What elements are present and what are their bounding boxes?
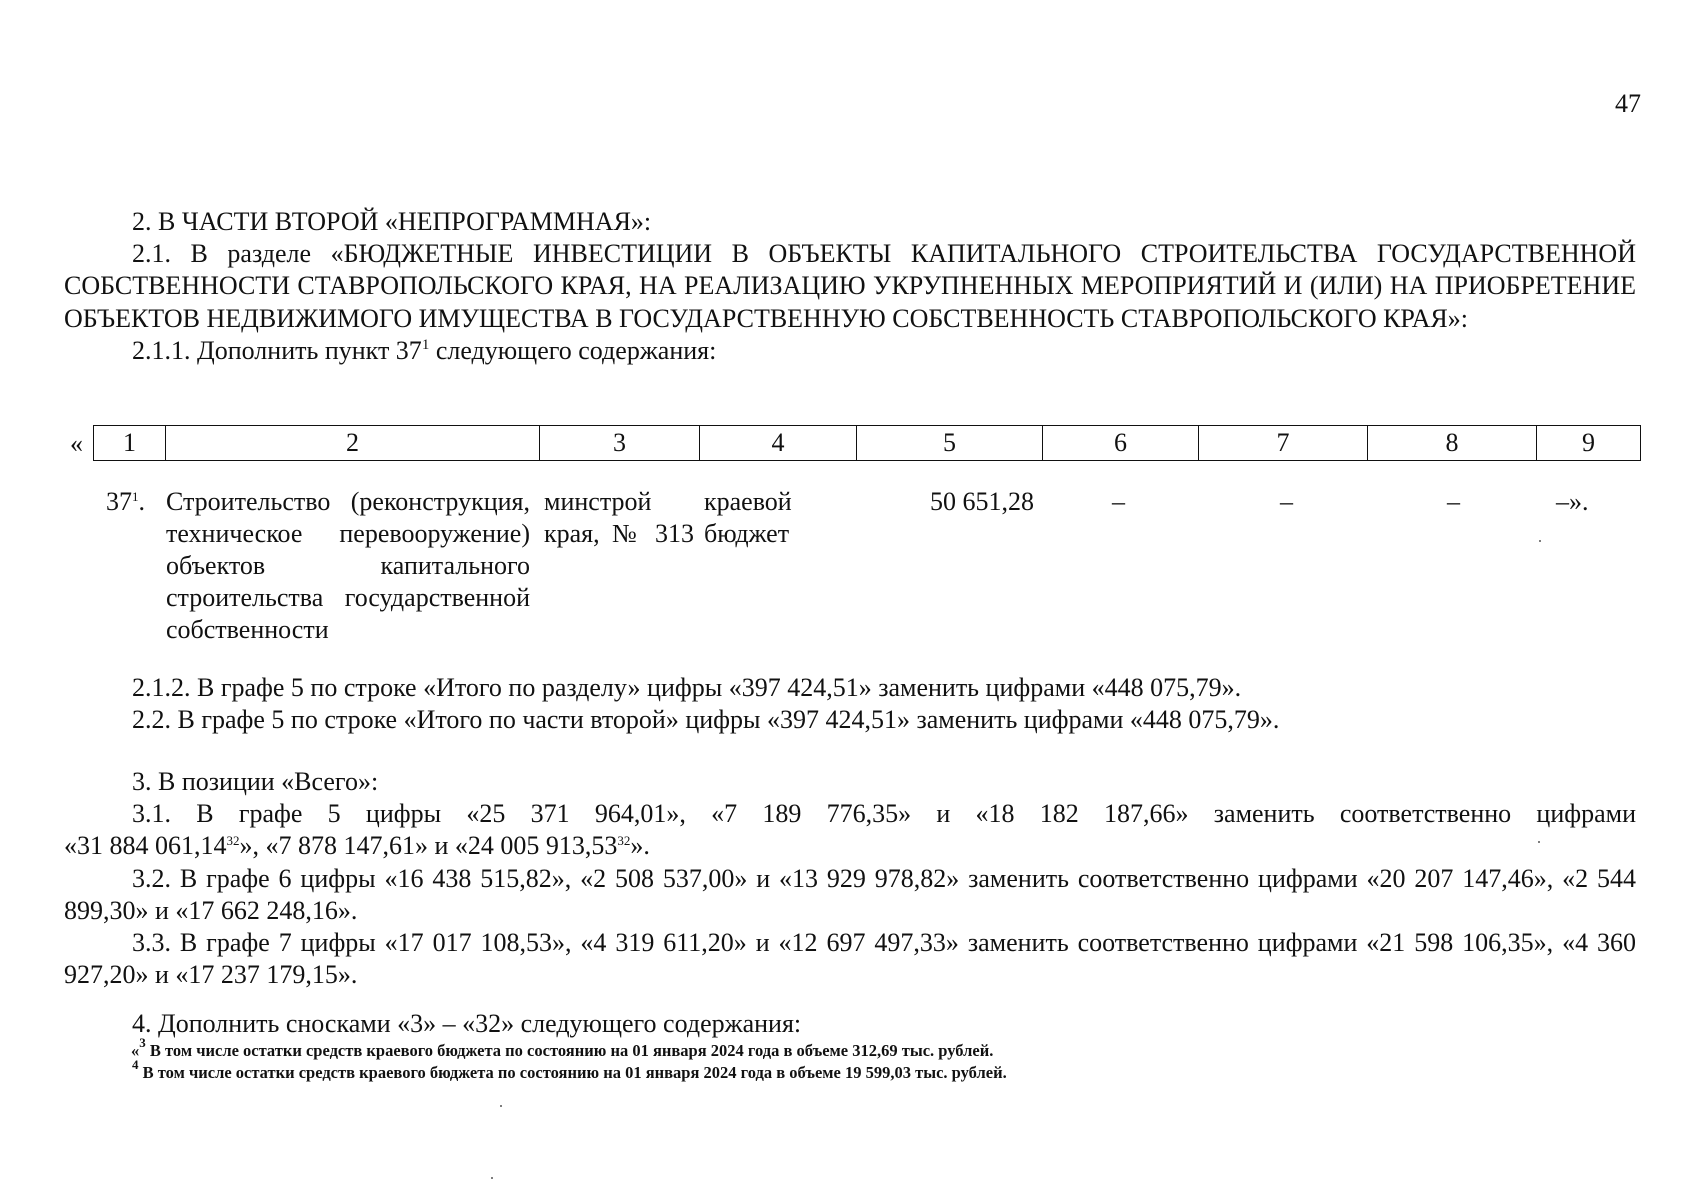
column-header-6: 6: [1043, 426, 1199, 461]
column-header-9: 9: [1537, 426, 1641, 461]
section-2-1: 2.1. В разделе «БЮДЖЕТНЫЕ ИНВЕСТИЦИИ В ОБЪЕКТЫ КАПИТАЛЬНОГО СТРОИТЕЛЬСТВА ГОСУДАРСТВЕННОЙ СОБСТВЕННОСТИ СТАВРОПОЛЬСКОГО КРАЯ, НА РЕАЛИЗАЦИЮ УКРУПНЕННЫХ МЕРОПРИЯТИЙ И (ИЛИ) НА ПРИОБРЕТЕНИЕ ОБЪЕКТОВ НЕДВИЖИМОГО ИМУЩЕСТВА В ГОСУДАРСТВЕННУЮ СОБСТВЕННОСТЬ СТАВРОПОЛЬСКОГО КРАЯ»:: [64, 239, 1636, 333]
object-name: Строительство (реконструкция, техническое перевооружение) объектов капитального строительства государственной собственности: [166, 487, 530, 644]
section-2-1-1: 2.1.1. Дополнить пункт $37^1$ следующего содержания:: [132, 335, 717, 365]
column-header-2: 2: [166, 426, 540, 461]
amendment-part-2: [64, 206, 1636, 367]
section-3: 3. В позиции «Всего»:: [132, 767, 379, 796]
part-heading: 2. В ЧАСТИ ВТОРОЙ «НЕПРОГРАММНАЯ»:: [132, 207, 652, 236]
column-7-value: –: [1280, 487, 1293, 516]
column-9-value: –».: [1556, 487, 1589, 516]
section-3-3: 3.3. В графе 7 цифры «17 017 108,53», «4 319 611,20» и «12 697 497,33» заменить соответственно цифрами «21 598 106,35», «4 360 927,20» и «17 237 179,15».: [64, 928, 1636, 990]
column-8-value: –: [1447, 487, 1460, 516]
scan-speck: [1538, 841, 1540, 843]
footnote-3: «$^3$ В том числе остатки средств краевого бюджета по состоянию на 01 января 2024 года в объеме 312,69 тыс. рублей.: [131, 1035, 994, 1061]
row-number: $37^1$.: [106, 487, 145, 516]
column-header-table: [93, 425, 1641, 461]
column-header-3: 3: [540, 426, 700, 461]
table-open-quote: «: [70, 429, 83, 458]
page-number: 47: [1615, 89, 1641, 118]
scan-speck: [491, 1177, 493, 1179]
scan-speck: [500, 1105, 502, 1107]
column-header-1: 1: [94, 426, 166, 461]
column-5-value: 50 651,28: [930, 487, 1034, 516]
section-4: 4. Дополнить сносками «3» – «32» следующего содержания:: [132, 1009, 802, 1038]
amendment-part-4: [64, 1008, 1636, 1084]
budget-cell: краевой бюджет: [704, 487, 792, 548]
section-3-1-line-1: 3.1. В графе 5 цифры «25 371 964,01», «7 189 776,35» и «18 182 187,66» заменить соответственно цифрами: [132, 799, 1636, 829]
amendment-totals: [64, 672, 1636, 736]
column-header-8: 8: [1368, 426, 1537, 461]
column-header-5: 5: [857, 426, 1043, 461]
section-3-1-line-2: «31 884 061,14$^{32}$», «7 878 147,61» и «24 005 913,53$^{32}$».: [64, 831, 650, 861]
footnote-4: $^4$ В том числе остатки средств краевого бюджета по состоянию на 01 января 2024 года в объеме 19 599,03 тыс. рублей.: [132, 1057, 1007, 1083]
column-header-7: 7: [1199, 426, 1368, 461]
section-2-2: 2.2. В графе 5 по строке «Итого по части второй» цифры «397 424,51» заменить цифрами «448 075,79».: [132, 705, 1280, 735]
column-6-value: –: [1112, 487, 1125, 516]
section-2-1-2: 2.1.2. В графе 5 по строке «Итого по разделу» цифры «397 424,51» заменить цифрами «448 075,79».: [132, 673, 1242, 702]
agency-cell: минстрой края, № 313: [544, 487, 694, 548]
column-header-4: 4: [700, 426, 857, 461]
section-3-2: 3.2. В графе 6 цифры «16 438 515,82», «2 508 537,00» и «13 929 978,82» заменить соответственно цифрами «20 207 147,46», «2 544 899,30» и «17 662 248,16».: [64, 863, 1636, 925]
amendment-part-3: [64, 766, 1636, 992]
scan-speck: [1539, 540, 1541, 542]
